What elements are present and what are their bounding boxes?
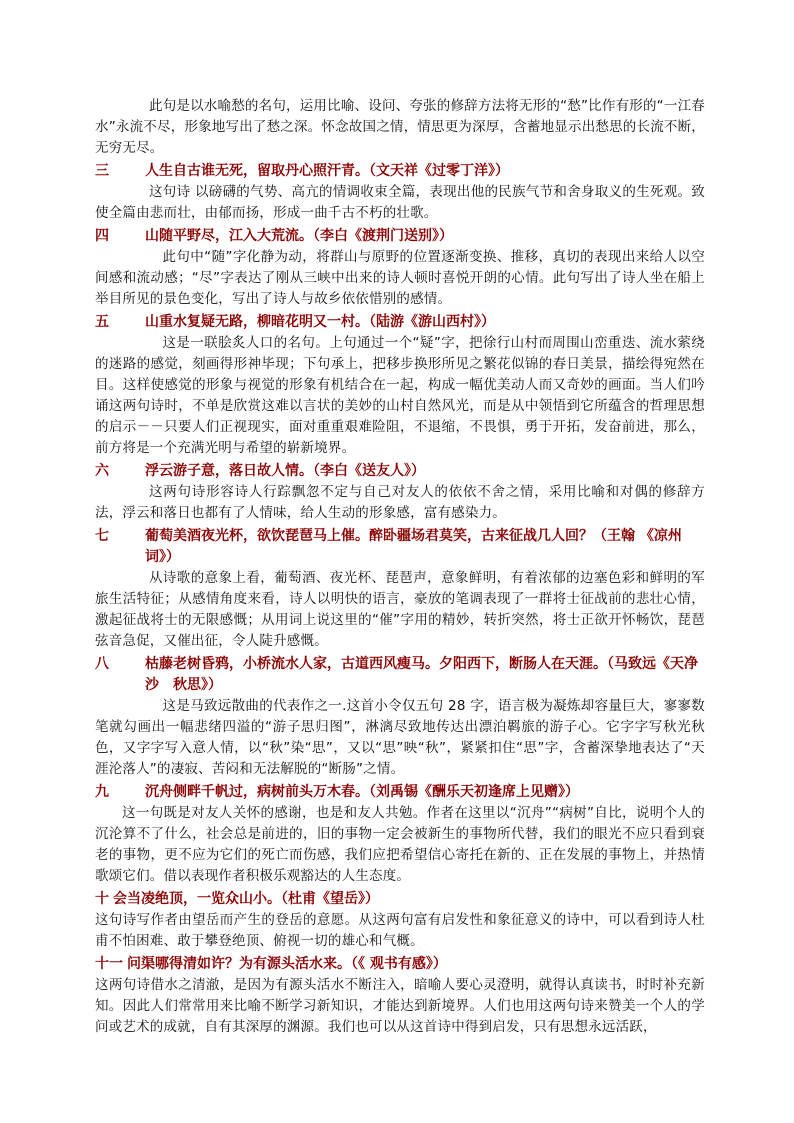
section-heading <box>95 161 705 182</box>
section-title: 沉舟侧畔千帆过，病树前头万木春。（刘禹锡《酬乐天初逢席上见赠》） <box>145 784 579 800</box>
paragraph: 这一句既是对友人关怀的感谢，也是和友人共勉。作者在这里以“沉舟”“病树”自比，说明个人的沉沦算不了什么，社会总是前进的，旧的事物一定会被新生的事物所代替，我们的眼光不应只看到衰老的事物，更不应为它们的死亡而伤感，我们应把希望信心寄托在新的、正在发展的事物上，并热情歌颂它们。借以表现作者积极乐观豁达的人生态度。 <box>95 805 705 884</box>
section-number: 十 <box>95 891 109 907</box>
section-title: 山重水复疑无路，柳暗花明又一村。（陆游《游山西村》） <box>145 314 495 330</box>
section-title: 枯藤老树昏鸦，小桥流水人家，古道西风瘦马。夕阳西下，断肠人在天涯。（马致远《天净沙 秋思》） <box>145 656 698 693</box>
section-number: 五 <box>95 314 109 330</box>
section-heading <box>95 526 705 568</box>
section-number: 六 <box>95 463 109 479</box>
paragraph: 这是马致远散曲的代表作之一.这首小令仅五句 28 字，语言极为凝炼却容量巨大，寥寥数笔就勾画出一幅悲绪四溢的“游子思归图”，淋漓尽致地传达出漂泊羁旅的游子心。它字字写秋光秋色，又字字写入意人情，以“秋”染“思”，又以“思”映“秋”，紧紧扣住“思”字，含蓄深挚地表达了“天涯沦落人”的凄寂、苦闷和无法解脱的“断肠”之情。 <box>95 698 705 777</box>
paragraph: 此句中“随”字化静为动，将群山与原野的位置逐渐变换、推移，真切的表现出来给人以空间感和流动感；“尽”字表达了刚从三峡中出来的诗人顿时喜悦开朗的心情。此句写出了诗人坐在船上举目所见的景色变化，写出了诗人与故乡依依惜别的感情。 <box>95 249 705 307</box>
section-heading <box>95 782 705 803</box>
section-heading <box>95 889 705 910</box>
section-number: 九 <box>95 784 109 800</box>
paragraph: 这句诗写作者由望岳而产生的登岳的意愿。从这两句富有启发性和象征意义的诗中，可以看到诗人杜甫不怕困难、敢于攀登绝顶、俯视一切的雄心和气概。 <box>95 912 705 949</box>
section-heading <box>95 312 705 333</box>
section-title: 浮云游子意，落日故人情。（李白《送友人》） <box>145 463 425 479</box>
paragraph: 从诗歌的意象上看，葡萄酒、夜光杯、琵琶声，意象鲜明，有着浓郁的边塞色彩和鲜明的军旅生活特征；从感情角度来看，诗人以明快的语言，豪放的笔调表现了一群将士征战前的悲壮心情，激起征战将士的无限感慨；从用词上说这里的“催”字用的精妙，转折突然，将士正欲开怀畅饮，琵琶弦音急促，又催出征，令人陡升感慨。 <box>95 570 705 649</box>
section-title: 问渠哪得清如许？为有源头活水来。（《 观书有感》） <box>127 956 447 972</box>
section-number: 七 <box>95 528 109 544</box>
section-heading <box>95 226 705 247</box>
paragraph: 这句诗 以磅礴的气势、高亢的情调收束全篇，表现出他的民族气节和舍身取义的生死观。致使全篇由悲而壮，由郁而扬，形成一曲千古不朽的壮歌。 <box>95 184 705 221</box>
section-title: 人生自古谁无死，留取丹心照汗青。（文天祥《过零丁洋》） <box>145 163 509 179</box>
section-title: 山随平野尽，江入大荒流。（李白《渡荆门送别》） <box>145 228 453 244</box>
paragraph: 这是一联脍炙人口的名句。上句通过一个“疑”字，把徐行山村而周围山峦重迭、流水萦绕的迷路的感觉，刻画得形神毕现；下句承上，把移步换形所见之繁花似锦的春日美景，描绘得宛然在目。这样使感觉的形象与视觉的形象有机结合在一起，构成一幅优美动人而又奇妙的画面。当人们吟诵这两句诗时，不单是欣赏这难以言状的美妙的山村自然风光，而是从中领悟到它所蕴含的哲理思想的启示－－只要人们正视现实，面对重重艰难险阻，不退缩，不畏惧，勇于开拓，发奋前进，那么，前方将是一个充满光明与希望的崭新境界。 <box>95 335 705 456</box>
section-heading <box>95 654 705 696</box>
section-title: 会当凌绝顶，一览众山小。（杜甫《望岳》） <box>113 891 379 907</box>
section-number: 十一 <box>95 956 123 972</box>
paragraph: 这两句诗形容诗人行踪飘忽不定与自己对友人的依依不舍之情，采用比喻和对偶的修辞方法，浮云和落日也都有了人情味，给人生动的形象感，富有感染力。 <box>95 484 705 521</box>
paragraph: 此句是以水喻愁的名句，运用比喻、设问、夸张的修辞方法将无形的“愁”比作有形的“一江春水”永流不尽，形象地写出了愁之深。怀念故国之情，情思更为深厚，含蓄地显示出愁思的长流不断，无穷无尽。 <box>95 98 705 156</box>
paragraph: 这两句诗借水之清澈，是因为有源头活水不断注入，暗喻人要心灵澄明，就得认真读书，时时补充新知。因此人们常常用来比喻不断学习新知识，才能达到新境界。人们也用这两句诗来赞美一个人的学问或艺术的成就，自有其深厚的渊源。我们也可以从这首诗中得到启发，只有思想永远活跃， <box>95 977 705 1035</box>
section-heading <box>95 954 705 975</box>
section-number: 四 <box>95 228 109 244</box>
section-number: 三 <box>95 163 109 179</box>
document-body <box>95 96 705 1040</box>
section-number: 八 <box>95 656 109 672</box>
section-heading <box>95 461 705 482</box>
section-title: 葡萄美酒夜光杯，欲饮琵琶马上催。醉卧疆场君莫笑，古来征战几人回？（王翰 《凉州词》） <box>145 528 682 565</box>
